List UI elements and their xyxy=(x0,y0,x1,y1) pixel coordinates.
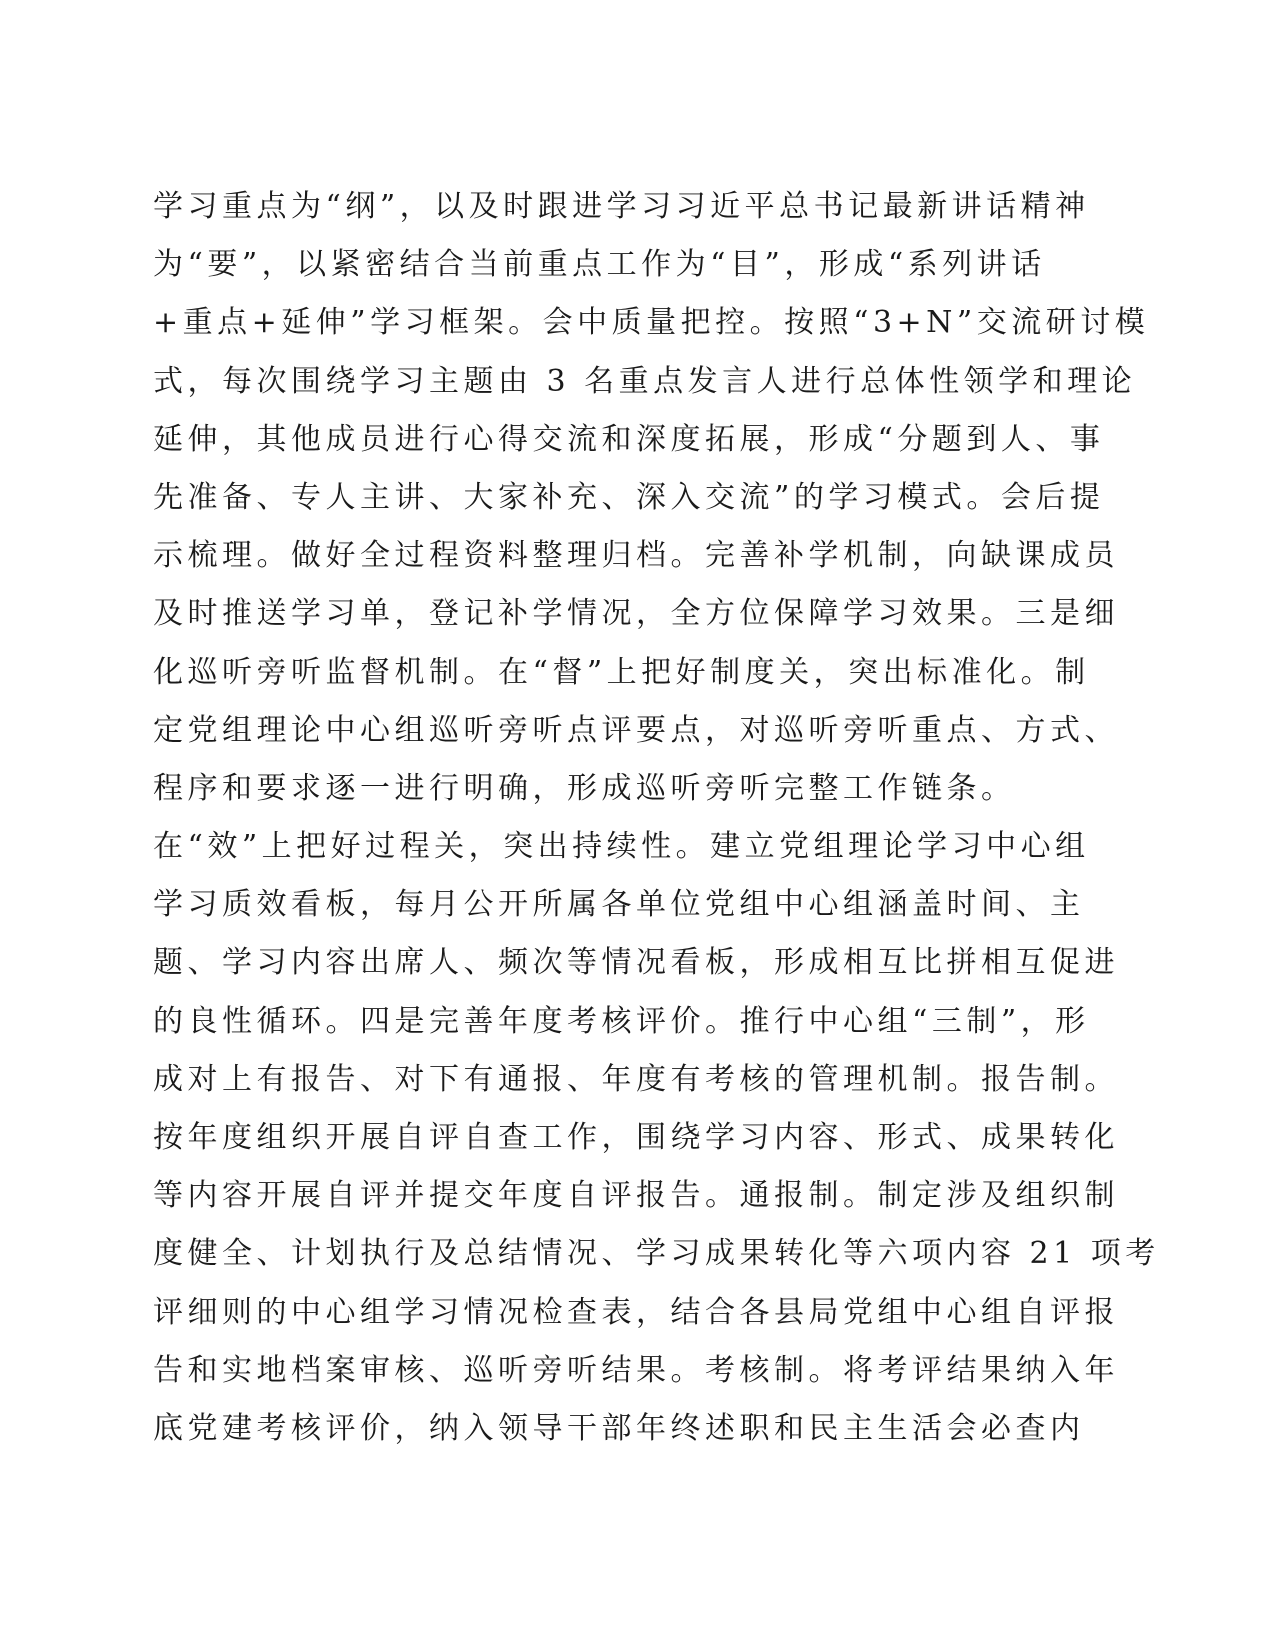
text-line: 及时推送学习单，登记补学情况，全方位保障学习效果。三是细 xyxy=(153,596,1119,632)
text-line: 成对上有报告、对下有通报、年度有考核的管理机制。报告制。 xyxy=(153,1061,1119,1097)
text-line: 度健全、计划执行及总结情况、学习成果转化等六项内容 21 项考 xyxy=(153,1236,1160,1272)
text-line: 等内容开展自评并提交年度自评报告。通报制。制定涉及组织制 xyxy=(153,1178,1119,1214)
body-text xyxy=(153,178,1160,1458)
text-line: 告和实地档案审核、巡听旁听结果。考核制。将考评结果纳入年 xyxy=(153,1352,1119,1388)
text-line: 学习重点为“纲”，以及时跟进学习习近平总书记最新讲话精神 xyxy=(153,189,1090,224)
text-line: 先准备、专人主讲、大家补充、深入交流”的学习模式。会后提 xyxy=(153,479,1105,515)
text-line: 程序和要求逐一进行明确，形成巡听旁听完整工作链条。 xyxy=(153,770,1016,806)
text-line: +重点+延伸”学习框架。会中质量把控。按照“3+N”交流研讨模 xyxy=(153,305,1150,341)
text-line: 的良性循环。四是完善年度考核评价。推行中心组“三制”，形 xyxy=(153,1003,1090,1039)
text-line: 化巡听旁听监督机制。在“督”上把好制度关，突出标准化。制 xyxy=(153,654,1090,690)
text-line: 定党组理论中心组巡听旁听点评要点，对巡听旁听重点、方式、 xyxy=(153,712,1119,748)
text-line: 延伸，其他成员进行心得交流和深度拓展，形成“分题到人、事 xyxy=(153,421,1105,457)
text-line: 在“效”上把好过程关，突出持续性。建立党组理论学习中心组 xyxy=(153,829,1090,865)
text-line: 题、学习内容出席人、频次等情况看板，形成相互比拼相互促进 xyxy=(153,945,1119,981)
text-line: 为“要”，以紧密结合当前重点工作为“目”，形成“系列讲话 xyxy=(153,247,1046,283)
text-line: 示梳理。做好全过程资料整理归档。完善补学机制，向缺课成员 xyxy=(153,538,1119,574)
text-line: 按年度组织开展自评自查工作，围绕学习内容、形式、成果转化 xyxy=(153,1120,1119,1155)
text-line: 式，每次围绕学习主题由 3 名重点发言人进行总体性领学和理论 xyxy=(153,363,1137,399)
text-line: 底党建考核评价，纳入领导干部年终述职和民主生活会必查内 xyxy=(153,1410,1085,1446)
text-line: 学习质效看板，每月公开所属各单位党组中心组涵盖时间、主 xyxy=(153,887,1085,923)
text-line: 评细则的中心组学习情况检查表，结合各县局党组中心组自评报 xyxy=(153,1294,1119,1330)
